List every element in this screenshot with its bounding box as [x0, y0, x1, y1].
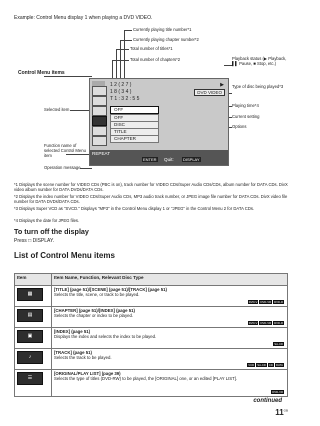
leader-menu-items: [44, 76, 92, 77]
control-menu-table: [14, 273, 288, 397]
leader-operation: [80, 168, 92, 169]
leader-playback: [224, 65, 232, 66]
header-desc: Item Name, Function, Relevant Disc Type: [52, 274, 288, 286]
table-row: [15, 328, 288, 349]
footnote-4: *4 Displays the date for JPEG files.: [14, 218, 80, 223]
page-number-value: 11: [275, 408, 284, 417]
display-button: DISPLAY: [183, 157, 200, 162]
row-desc: Selects the type of titles (DVD-RW) to be played, the [ORIGINAL] one, or an edited [PLAY LIST].: [54, 376, 238, 382]
callout-options: Options: [232, 124, 247, 129]
row-title: [CHAPTER] (page 51)/[INDEX] (page 51): [54, 308, 135, 313]
track-icon: ♪: [17, 351, 43, 364]
control-menu-screen: [89, 78, 229, 166]
row-title: [INDEX] (page 51): [54, 329, 91, 334]
leader-total-titles-h: [116, 49, 129, 50]
original-playlist-icon: ☰: [17, 372, 43, 385]
badge: DVD-VR: [272, 389, 283, 394]
callout-playing-time: Playing time*4: [232, 103, 259, 108]
operation-message-label: Operation message: [44, 165, 81, 170]
badge: CD: [268, 362, 273, 367]
row-desc: Selects the track to be played.: [54, 355, 112, 361]
enter-button: ENTER: [143, 157, 157, 162]
screen-footer: [90, 150, 228, 165]
page-number: [275, 408, 288, 417]
badge: DVD-VR: [260, 320, 272, 325]
leader-total-chapters-h: [112, 60, 129, 61]
callout-total-chapters: Total number of chapters*2: [130, 57, 181, 62]
selected-item-label: Selected item: [44, 107, 70, 112]
example-caption: Example: Control Menu display 1 when playing a DVD VIDEO.: [14, 15, 153, 21]
control-menu-items-label: Control Menu items: [18, 70, 65, 76]
badge: DVD-R: [274, 299, 283, 304]
leader-title-h: [124, 30, 132, 31]
menu-item-current-setting[interactable]: OFF: [110, 106, 159, 114]
page-suffix: GB: [283, 408, 288, 413]
function-name: REPEAT: [92, 151, 111, 156]
title-icon: ▦: [17, 288, 43, 301]
leader-chapter-h: [120, 40, 132, 41]
badge: DATA: [275, 362, 283, 367]
badge: DVD-R: [274, 320, 283, 325]
turn-off-heading: To turn off the display: [14, 227, 89, 236]
callout-title-number: Currently playing title number*1: [133, 27, 192, 32]
table-header: [15, 274, 288, 286]
disc-type-badge: DVD VIDEO: [194, 89, 225, 96]
badge: DVD-VR: [260, 299, 272, 304]
badge: VCD: [248, 362, 255, 367]
callout-disc-type: Type of disc being played*3: [232, 84, 284, 89]
row-title: [ORIGINAL/PLAY LIST] (page 39): [54, 371, 121, 376]
table-row: [15, 349, 288, 370]
subtitle-icon-osd: [92, 132, 108, 150]
callout-chapter-number: Currently playing chapter number*2: [133, 37, 199, 42]
header-item: Item: [15, 274, 52, 286]
function-name-label: Function name of selected Control Menu item: [44, 143, 86, 158]
menu-item-option[interactable]: CHAPTER: [110, 135, 159, 143]
callout-current-setting: Current setting: [232, 114, 260, 119]
menu-item-option[interactable]: TITLE: [110, 128, 159, 136]
callout-playback-status: Playback status (▶ Playback, ▌▌ Pause, ■ Stop, etc.): [232, 56, 287, 66]
menu-item-option[interactable]: DISC: [110, 121, 159, 129]
table-row: [15, 307, 288, 328]
table-row: [15, 286, 288, 307]
list-heading: List of Control Menu items: [14, 251, 115, 260]
screen-row1: 1 2 ( 2 7 ): [110, 82, 132, 88]
badge: SA-CD: [257, 362, 266, 367]
row-title: [TRACK] (page 51): [54, 350, 92, 355]
index-icon: ▣: [17, 330, 43, 343]
footnote-2: *2 Displays the index number for VIDEO CDs/Super Audio CDs, MP3 audio track number, or JPEG image file number for DATA CDs. DivX video file number for DATA DVDs/DATA CDs.: [14, 194, 288, 204]
badge: SA-CD: [274, 341, 283, 346]
chapter-icon: ▤: [17, 309, 43, 322]
continued-label: continued: [253, 398, 282, 404]
row-title: [TITLE] (page 51)/[SCENE] (page 51)/[TRACK] (page 51): [54, 287, 167, 292]
leader-title: [124, 30, 125, 80]
table-row: [15, 370, 288, 397]
menu-item-option[interactable]: OFF: [110, 114, 159, 122]
badge: DVD-V: [248, 299, 258, 304]
footnote-1: *1 Displays the scene number for VIDEO CDs (PBC is on), track number for VIDEO CDs/Super Audio CDs/CDs, album number for DATA CDs. DivX video album number for DATA DVDs/DATA CDs.: [14, 182, 288, 192]
screen-row2: 1 8 ( 3 4 ): [110, 89, 132, 95]
playback-status-icon: ▶: [220, 82, 224, 88]
row-desc: Selects the title, scene, or track to be played.: [54, 292, 140, 298]
row-desc: Selects the chapter or index to be played.: [54, 313, 134, 319]
leader-total-chapters: [112, 60, 113, 80]
row-desc: Displays the index and selects the index to be played.: [54, 334, 157, 340]
badge: DVD-V: [248, 320, 258, 325]
turn-off-text: Press □ DISPLAY.: [14, 238, 55, 244]
footnote-3: *3 Displays Super VCD as "SVCD." Displays "MP3" in the Control Menu display 1 or "JPEG" in the Control Menu 2 for DATA CDs.: [14, 206, 255, 211]
callout-total-titles: Total number of titles*1: [130, 46, 173, 51]
screen-time: T 1 : 3 2 : 5 5: [110, 96, 140, 102]
quit-label: Quit:: [164, 157, 174, 162]
leader-total-titles: [116, 49, 117, 80]
